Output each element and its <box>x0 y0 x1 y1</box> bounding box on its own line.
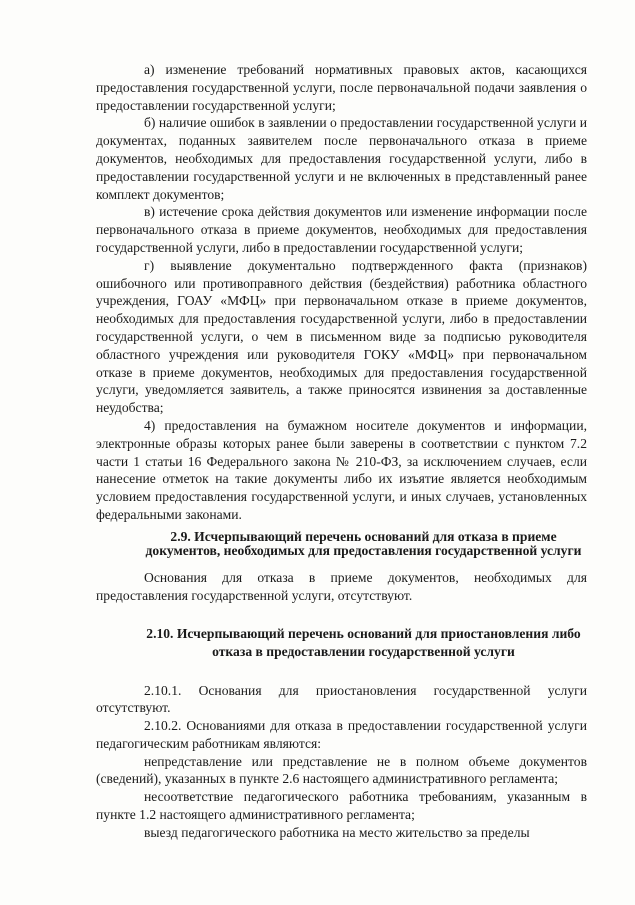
refusal-reason-2: несоответствие педагогического работника требованиям, указанным в пункте 1.2 настоящего административного регламента; <box>96 789 587 823</box>
paragraph-item-v: в) истечение срока действия документов или изменение информации после первоначального отказа в приеме документов, необходимых для предоставления государственной услуги, либо в предоставлении государственной услуги; <box>96 204 587 255</box>
spacer <box>96 662 587 682</box>
spacer <box>96 559 587 569</box>
section-2-10-heading: 2.10. Исчерпывающий перечень оснований для приостановления либо отказа в предоставлении государственной услуги <box>146 625 581 659</box>
paragraph-item-g: г) выявление документально подтвержденного факта (признаков) ошибочного или противоправного действия (бездействия) работника областного учреждения, ГОАУ «МФЦ» при первоначальном отказе в приеме документов, необходимых для предоставления государственной услуги, либо в предоставлении государственной услуги, о чем в письменном виде за подписью руководителя областного учреждения или руководителя ГОКУ «МФЦ» при первоначальном отказе в приеме документов, необходимых для предоставления государственной услуги, уведомляется заявитель, а также приносятся извинения за доставленные неудобства; <box>96 257 587 416</box>
section-2-9-heading: 2.9. Исчерпывающий перечень оснований для отказа в приеме документов, необходимых для предоставления государственной услуги <box>145 528 582 559</box>
refusal-reason-1: непредставление или представление не в полном объеме документов (сведений), указанных в пункте 2.6 настоящего административного регламента; <box>96 753 587 787</box>
section-2-9-text: Основания для отказа в приеме документов, необходимых для предоставления государственной услуги, отсутствуют. <box>96 569 587 603</box>
paragraph-item-4: 4) предоставления на бумажном носителе документов и информации, электронные образы которых ранее были заверены в соответствии с пунктом 7.2 части 1 статьи 16 Федерального закона № 210-ФЗ, за исключением случаев, если нанесение отметок на такие документы либо их изъятие является необходимым условием предоставления государственной услуги, и иных случаев, установленных федеральными законами. <box>96 417 587 522</box>
section-2-10-1: 2.10.1. Основания для приостановления государственной услуги отсутствуют. <box>96 682 587 716</box>
paragraph-item-a: а) изменение требований нормативных правовых актов, касающихся предоставления государственной услуги, после первоначальной подачи заявления о предоставлении государственной услуги; <box>96 62 587 113</box>
section-2-10-2: 2.10.2. Основаниями для отказа в предоставлении государственной услуги педагогическим работникам являются: <box>96 718 587 751</box>
refusal-reason-3: выезд педагогического работника на место жительство за пределы <box>144 824 530 840</box>
paragraph-item-b: б) наличие ошибок в заявлении о предоставлении государственной услуги и документах, поданных заявителем после первоначального отказа в приеме документов, необходимых для предоставления государственной услуги, либо в предоставлении государственной услуги и не включенных в представленный ранее комплект документов; <box>96 115 587 202</box>
document-body <box>96 61 587 842</box>
